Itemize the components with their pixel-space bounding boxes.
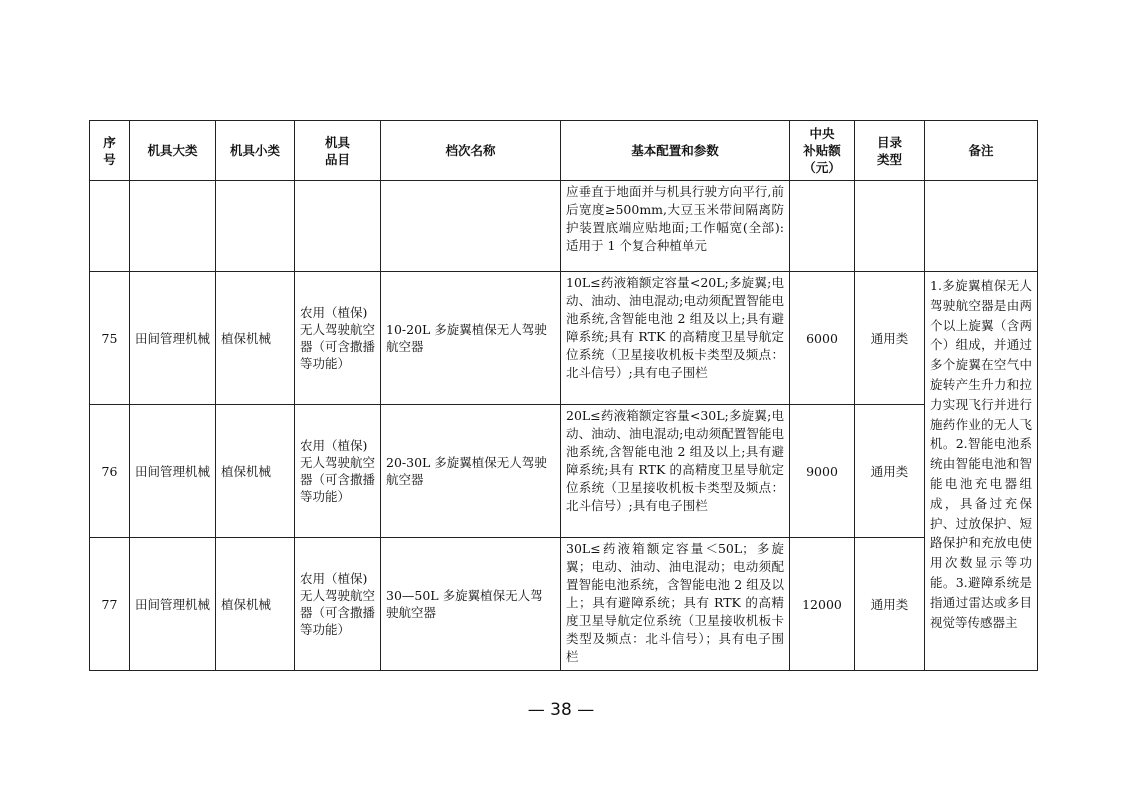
subsidy-table (89, 120, 1038, 671)
cell-grade: 20-30L 多旋翼植保无人驾驶航空器 (381, 405, 561, 538)
cell-empty (90, 181, 130, 272)
cell-item: 农用（植保)无人驾驶航空器（可含撒播等功能） (295, 405, 381, 538)
header-subcategory: 机具小类 (216, 121, 295, 181)
cell-params: 应垂直于地面并与机具行驶方向平行,前后宽度≥500mm,大豆玉米带间隔离防护装置底端应贴地面;工作幅宽(全部):适用于 1 个复合种植单元 (561, 181, 790, 272)
header-category: 机具大类 (130, 121, 216, 181)
cell-subsidy: 12000 (790, 538, 855, 671)
cell-subcategory: 植保机械 (216, 538, 295, 671)
cell-type: 通用类 (855, 272, 925, 405)
header-seq: 序 号 (90, 121, 130, 181)
header-grade: 档次名称 (381, 121, 561, 181)
table-header-row (90, 121, 1038, 181)
cell-subcategory: 植保机械 (216, 272, 295, 405)
cell-params: 30L≤药液箱额定容量＜50L；多旋翼；电动、油动、油电混动；电动须配置智能电池系统，含智能电池 2 组及以上；具有避障系统；具有 RTK 的高精度卫星导航定位系统（卫星接收机板卡类型及频点：北斗信号）；具有电子围栏 (561, 538, 790, 671)
cell-category: 田间管理机械 (130, 272, 216, 405)
cell-empty (790, 181, 855, 272)
cell-subcategory: 植保机械 (216, 405, 295, 538)
cell-subsidy: 6000 (790, 272, 855, 405)
cell-item: 农用（植保)无人驾驶航空器（可含撒播等功能） (295, 538, 381, 671)
cell-subsidy: 9000 (790, 405, 855, 538)
cell-empty (381, 181, 561, 272)
header-type: 目录 类型 (855, 121, 925, 181)
cell-no: 76 (90, 405, 130, 538)
cell-grade: 10-20L 多旋翼植保无人驾驶航空器 (381, 272, 561, 405)
cell-no: 75 (90, 272, 130, 405)
cell-notes: 1.多旋翼植保无人驾驶航空器是由两个以上旋翼（含两个）组成，并通过多个旋翼在空气中旋转产生升力和拉力实现飞行并进行施药作业的无人飞机。2.智能电池系统由智能电池和智能电池充电器组成，具备过充保护、过放保护、短路保护和充放电使用次数显示等功能。3.避障系统是指通过雷达或多目视觉等传感器主 (925, 272, 1038, 671)
table-row (90, 405, 1038, 538)
cell-empty (216, 181, 295, 272)
cell-category: 田间管理机械 (130, 538, 216, 671)
table-row-continuation (90, 181, 1038, 272)
cell-type: 通用类 (855, 538, 925, 671)
table-row (90, 538, 1038, 671)
cell-grade: 30—50L 多旋翼植保无人驾驶航空器 (381, 538, 561, 671)
header-params: 基本配置和参数 (561, 121, 790, 181)
cell-no: 77 (90, 538, 130, 671)
header-item: 机具 品目 (295, 121, 381, 181)
page-number: — 38 — (527, 700, 595, 720)
cell-params: 20L≤药液箱额定容量<30L;多旋翼;电动、油动、油电混动;电动须配置智能电池系统,含智能电池 2 组及以上;具有避障系统;具有 RTK 的高精度卫星导航定位系统（卫星接收机板卡类型及频点：北斗信号）;具有电子围栏 (561, 405, 790, 538)
header-notes: 备注 (925, 121, 1038, 181)
cell-empty (130, 181, 216, 272)
header-subsidy: 中央 补贴额 （元） (790, 121, 855, 181)
cell-empty (295, 181, 381, 272)
table-row (90, 272, 1038, 405)
cell-params: 10L≤药液箱额定容量<20L;多旋翼;电动、油动、油电混动;电动须配置智能电池系统,含智能电池 2 组及以上;具有避障系统;具有 RTK 的高精度卫星导航定位系统（卫星接收机板卡类型及频点：北斗信号）;具有电子围栏 (561, 272, 790, 405)
cell-type: 通用类 (855, 405, 925, 538)
cell-empty (855, 181, 925, 272)
cell-item: 农用（植保)无人驾驶航空器（可含撒播等功能） (295, 272, 381, 405)
cell-category: 田间管理机械 (130, 405, 216, 538)
cell-empty (925, 181, 1038, 272)
